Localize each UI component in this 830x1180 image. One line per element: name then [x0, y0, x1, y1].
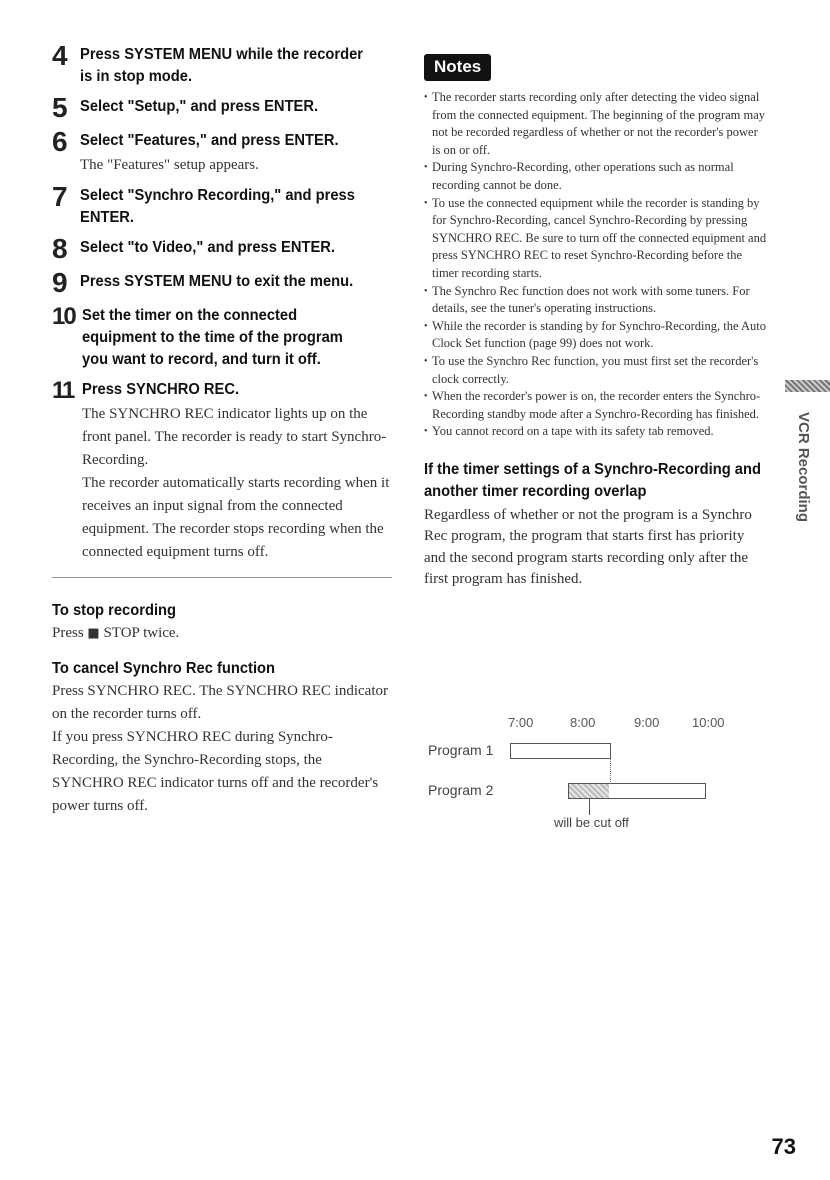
step-title: Select "Setup," and press ENTER.	[80, 98, 319, 115]
overlap-heading: If the timer settings of a Synchro-Recording and another timer recording overlap	[424, 460, 761, 500]
section-paragraph: If you press SYNCHRO REC during Synchro-Recording, the Synchro-Recording stops, the SYNCHRO REC indicator turns off and the recorder's power turns off.	[52, 729, 379, 814]
step-8	[52, 233, 392, 264]
program-2-bar	[568, 783, 706, 799]
list-item: • You cannot record on a tape with its safety tab removed.	[424, 423, 769, 441]
list-item: • To use the connected equipment while the recorder is standing by for Synchro-Recording, cancel Synchro-Recording by pressing SYNCHRO REC. Be sure to turn off the connected equipment and press SYNCHRO REC to reset Synchro-Recording before the timer recording starts.	[424, 195, 769, 283]
step-title: Press SYNCHRO REC.	[82, 381, 240, 398]
page-number: 73	[771, 1134, 796, 1159]
time-label: 9:00	[634, 715, 660, 730]
step-number: 10	[52, 303, 75, 330]
section-tab	[785, 380, 830, 392]
program-1-label: Program 1	[428, 742, 494, 758]
program-1-bar	[510, 743, 611, 759]
section-tab-label: VCR Recording	[795, 412, 812, 523]
program-2-label: Program 2	[428, 782, 494, 798]
list-item: • The recorder starts recording only after detecting the video signal from the connected equipment. The beginning of the program may not be recorded regardless of whether or not the recorder's power is on or off.	[424, 89, 769, 159]
list-item: • During Synchro-Recording, other operations such as normal recording cannot be done.	[424, 159, 769, 194]
section-heading: To cancel Synchro Rec function	[52, 660, 276, 677]
step-title: Select "to Video," and press ENTER.	[80, 239, 335, 256]
notes-badge: Notes	[424, 54, 491, 81]
step-title: Select "Synchro Recording," and press ENTER.	[80, 187, 355, 226]
list-item: • To use the Synchro Rec function, you must first set the recorder's clock correctly.	[424, 353, 769, 388]
step-text: The SYNCHRO REC indicator lights up on the front panel. The recorder is ready to start Synchro-Recording.	[82, 406, 387, 468]
step-9	[52, 267, 392, 298]
step-number: 7	[52, 181, 68, 212]
step-text: The recorder automatically starts recording when it receives an input signal from the connected equipment. The recorder stops recording when the connected equipment turns off.	[82, 475, 390, 560]
step-number: 11	[52, 377, 74, 404]
list-item: • When the recorder's power is on, the recorder enters the Synchro-Recording standby mode after a Synchro-Recording has finished.	[424, 388, 769, 423]
step-title: Select "Features," and press ENTER.	[80, 132, 339, 149]
time-label: 8:00	[570, 715, 596, 730]
list-item: • While the recorder is standing by for Synchro-Recording, the Auto Clock Set function (page 99) does not work.	[424, 318, 769, 353]
step-number: 6	[52, 126, 68, 157]
step-text: The "Features" setup appears.	[80, 157, 259, 173]
list-item: • The Synchro Rec function does not work with some tuners. For details, see the tuner's operating instructions.	[424, 283, 769, 318]
step-number: 8	[52, 233, 68, 264]
step-title: Press SYSTEM MENU while the recorder is in stop mode.	[80, 46, 364, 85]
steps-column	[52, 40, 392, 572]
time-label: 10:00	[692, 715, 725, 730]
step-title: Press SYSTEM MENU to exit the menu.	[80, 273, 354, 290]
time-label: 7:00	[508, 715, 534, 730]
overlap-diagram	[424, 715, 744, 835]
overlap-marker	[610, 758, 611, 784]
notes-list	[424, 89, 769, 441]
step-10	[52, 305, 392, 371]
step-7	[52, 181, 392, 229]
step-number: 9	[52, 267, 68, 298]
overlap-text: Regardless of whether or not the program is a Synchro Rec program, the program that starts first has priority and the second program starts recording only after the first program has finished.	[424, 506, 752, 588]
stop-text-after: STOP twice.	[103, 625, 180, 641]
notes-column	[424, 54, 769, 591]
step-6	[52, 126, 392, 177]
step-11	[52, 379, 392, 564]
step-title: Set the timer on the connected equipment to the time of the program you want to record, and turn it off.	[82, 307, 343, 368]
cut-off-label: will be cut off	[554, 815, 629, 830]
section-text	[52, 622, 392, 645]
step-5	[52, 92, 392, 123]
stop-recording-section	[52, 600, 392, 645]
section-divider	[52, 577, 392, 578]
stop-square-icon: ■	[87, 626, 100, 641]
cut-pointer	[589, 799, 590, 815]
section-paragraph: Press SYNCHRO REC. The SYNCHRO REC indicator on the recorder turns off.	[52, 683, 388, 722]
step-number: 4	[52, 40, 68, 71]
step-number: 5	[52, 92, 68, 123]
section-heading: To stop recording	[52, 602, 177, 619]
cancel-synchro-section	[52, 658, 392, 818]
stop-text-before: Press	[52, 625, 84, 641]
step-4	[52, 40, 392, 88]
